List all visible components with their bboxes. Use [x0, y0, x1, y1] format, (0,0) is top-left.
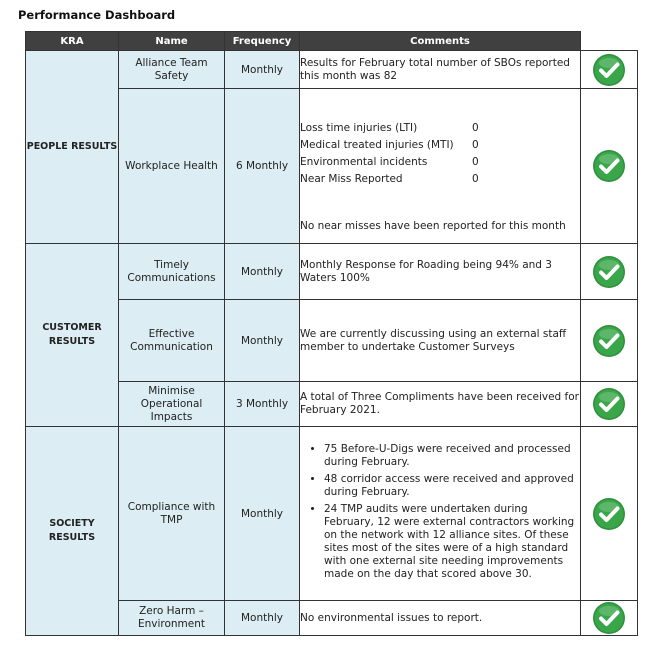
green-check-icon — [592, 255, 626, 289]
header-kra: KRA — [26, 32, 119, 51]
stat-row — [300, 139, 580, 152]
workplace-note: No near misses have been reported for this month — [300, 219, 566, 232]
status-cell — [581, 382, 638, 427]
stat-value: 0 — [472, 138, 479, 151]
header-row — [26, 32, 638, 51]
header-comments: Comments — [300, 32, 581, 51]
table-row — [26, 244, 638, 300]
name-effective-communication: Effective Communication — [119, 300, 225, 382]
list-item: • 24 TMP audits were undertaken during February, 12 were external contractors working on the network with 12 alliance sites. Of these sites most of the sites were of a high standard with one external site needing improvements made on the day that scored above 30. — [324, 503, 580, 581]
status-cell — [581, 51, 638, 89]
frequency-cell: Monthly — [225, 244, 300, 300]
name-minimise-operational-impacts: Minimise Operational Impacts — [119, 382, 225, 427]
green-check-icon — [592, 324, 626, 358]
frequency-cell: Monthly — [225, 300, 300, 382]
stat-label: Loss time injuries (LTI) — [300, 121, 418, 134]
kra-customer: CUSTOMER RESULTS — [26, 244, 119, 427]
stat-label: Near Miss Reported — [300, 172, 403, 185]
frequency-cell: Monthly — [225, 427, 300, 601]
frequency-cell: 3 Monthly — [225, 382, 300, 427]
frequency-cell: Monthly — [225, 51, 300, 89]
stat-label: Medical treated injuries (MTI) — [300, 138, 454, 151]
comment-cell — [300, 89, 581, 244]
stat-value: 0 — [472, 172, 479, 185]
green-check-icon — [592, 149, 626, 183]
stat-row — [300, 156, 580, 169]
stat-row — [300, 173, 580, 186]
status-cell — [581, 427, 638, 601]
status-cell — [581, 89, 638, 244]
table-row — [26, 427, 638, 601]
performance-table — [25, 31, 638, 636]
name-alliance-team-safety: Alliance Team Safety — [119, 51, 225, 89]
comment-cell: We are currently discussing using an external staff member to undertake Customer Surveys — [300, 300, 581, 382]
stat-value: 0 — [472, 121, 479, 134]
stat-label: Environmental incidents — [300, 155, 428, 168]
header-name: Name — [119, 32, 225, 51]
list-item: • 48 corridor access were received and approved during February. — [324, 473, 580, 499]
comment-cell: Results for February total number of SBOs reported this month was 82 — [300, 51, 581, 89]
comment-cell: A total of Three Compliments have been received for February 2021. — [300, 382, 581, 427]
kra-people: PEOPLE RESULTS — [26, 51, 119, 244]
status-cell — [581, 300, 638, 382]
status-cell — [581, 244, 638, 300]
name-workplace-health: Workplace Health — [119, 89, 225, 244]
header-frequency: Frequency — [225, 32, 300, 51]
frequency-cell: Monthly — [225, 601, 300, 636]
kra-society: SOCIETY RESULTS — [26, 427, 119, 636]
compliance-list — [300, 443, 580, 581]
list-item: • 75 Before-U-Digs were received and processed during February. — [324, 443, 580, 469]
green-check-icon — [592, 53, 626, 87]
green-check-icon — [592, 387, 626, 421]
name-compliance-with-tmp: Compliance with TMP — [119, 427, 225, 601]
comment-cell: Monthly Response for Roading being 94% and 3 Waters 100% — [300, 244, 581, 300]
name-zero-harm-environment: Zero Harm – Environment — [119, 601, 225, 636]
page-title: Performance Dashboard — [18, 8, 176, 22]
comment-cell — [300, 427, 581, 601]
green-check-icon — [592, 497, 626, 531]
comment-cell: No environmental issues to report. — [300, 601, 581, 636]
header-blank — [581, 32, 638, 51]
stat-row — [300, 122, 580, 135]
table-row — [26, 51, 638, 89]
status-cell — [581, 601, 638, 636]
frequency-cell: 6 Monthly — [225, 89, 300, 244]
name-timely-communications: Timely Communications — [119, 244, 225, 300]
green-check-icon — [592, 601, 626, 635]
stat-value: 0 — [472, 155, 479, 168]
